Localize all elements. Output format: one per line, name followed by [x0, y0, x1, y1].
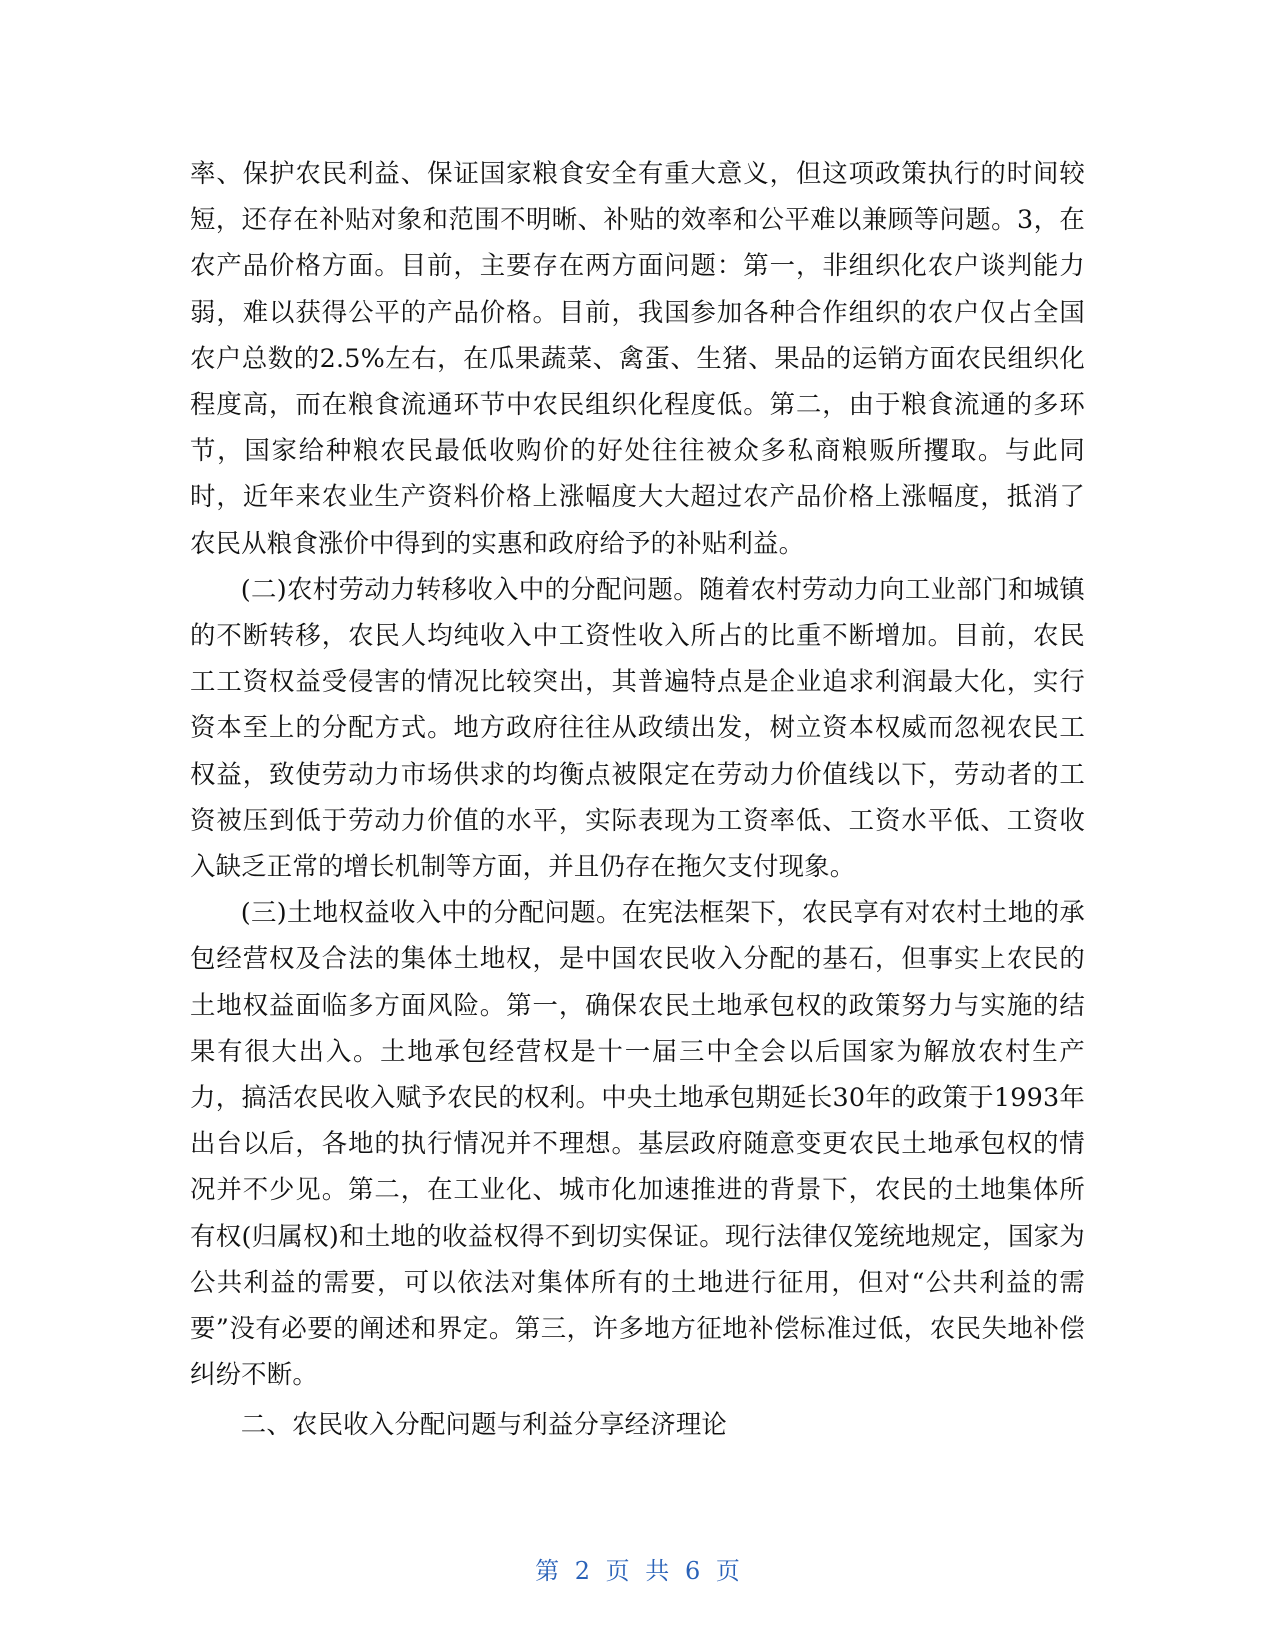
page-number-footer: 第 2 页 共 6 页 — [535, 1557, 740, 1585]
section-heading: 二、农民收入分配问题与利益分享经济理论 — [240, 1409, 728, 1440]
paragraph-continuation: 率、保护农民利益、保证国家粮食安全有重大意义，但这项政策执行的时间较短，还存在补贴对象和范围不明晰、补贴的效率和公平难以兼顾等问题。3，在农产品价格方面。目前，主要存在两方面问题：第一，非组织化农户谈判能力弱，难以获得公平的产品价格。目前，我国参加各种合作组织的农户仅占全国农户总数的2.5%左右，在瓜果蔬菜、禽蛋、生猪、果品的运销方面农民组织化程度高，而在粮食流通环节中农民组织化程度低。第二，由于粮食流通的多环节，国家给种粮农民最低收购价的好处往往被众多私商粮贩所攫取。与此同时，近年来农业生产资料价格上涨幅度大大超过农产品价格上涨幅度，抵消了农民从粮食涨价中得到的实惠和政府给予的补贴利益。 — [190, 158, 1085, 558]
paragraph-labor-transfer: (二)农村劳动力转移收入中的分配问题。随着农村劳动力向工业部门和城镇的不断转移，农民人均纯收入中工资性收入所占的比重不断增加。目前，农民工工资权益受侵害的情况比较突出，其普遍特点是企业追求利润最大化，实行资本至上的分配方式。地方政府往往从政绩出发，树立资本权威而忽视农民工权益，致使劳动力市场供求的均衡点被限定在劳动力价值线以下，劳动者的工资被压到低于劳动力价值的水平，实际表现为工资率低、工资水平低、工资收入缺乏正常的增长机制等方面，并且仍存在拖欠支付现象。 — [190, 573, 1085, 882]
paragraph-land-rights: (三)土地权益收入中的分配问题。在宪法框架下，农民享有对农村土地的承包经营权及合法的集体土地权，是中国农民收入分配的基石，但事实上农民的土地权益面临多方面风险。第一，确保农民土地承包权的政策努力与实施的结果有很大出入。土地承包经营权是十一届三中全会以后国家为解放农村生产力，搞活农民收入赋予农民的权利。中央土地承包期延长30年的政策于1993年出台以后，各地的执行情况并不理想。基层政府随意变更农民土地承包权的情况并不少见。第二，在工业化、城市化加速推进的背景下，农民的土地集体所有权(归属权)和土地的收益权得不到切实保证。现行法律仅笼统地规定，国家为公共利益的需要，可以依法对集体所有的土地进行征用，但对“公共利益的需要”没有必要的阐述和界定。第三，许多地方征地补偿标准过低，农民失地补偿纠纷不断。 — [190, 897, 1085, 1390]
document-body — [190, 150, 1085, 1448]
